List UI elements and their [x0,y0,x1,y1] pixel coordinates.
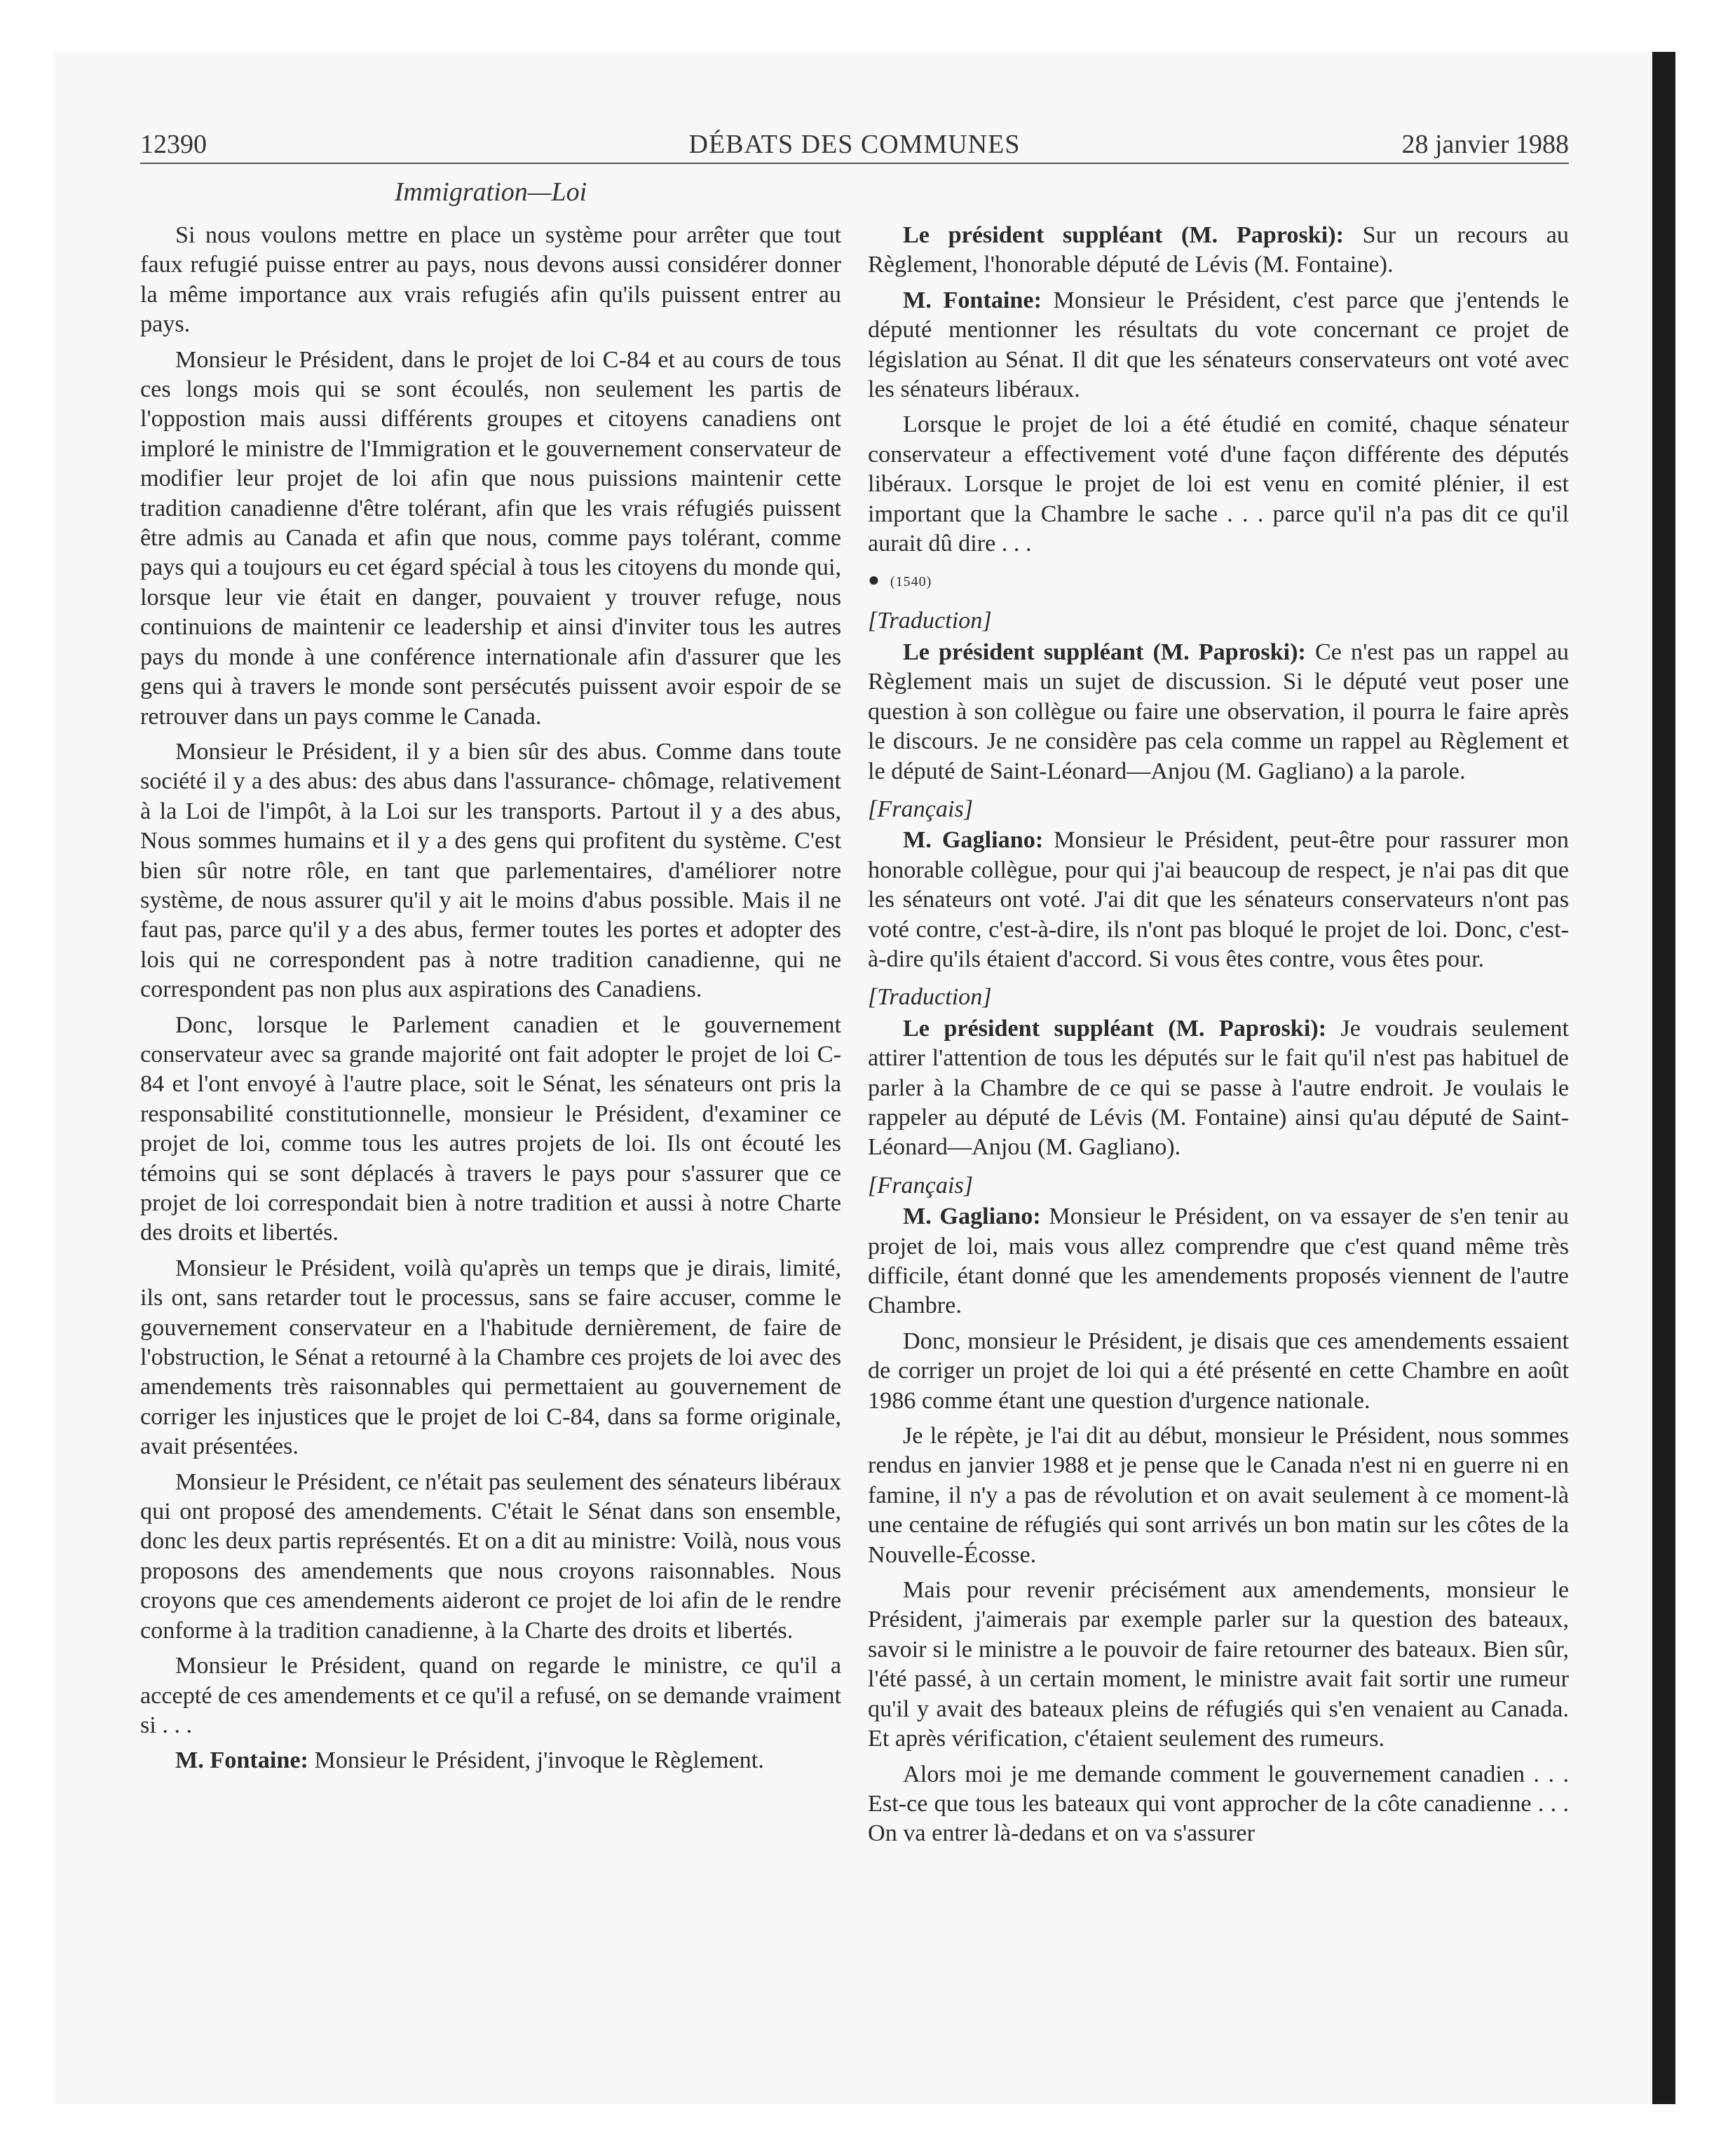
paragraph: Je le répète, je l'ai dit au début, monsieur le Président, nous sommes rendus en janvier 1988 et je pense que le Canada n'est ni en guerre ni en famine, il n'y a pas de révolution et on avait seulement à ce moment-là une centaine de réfugiés qui sont arrivés un bon matin sur les côtes de la Nouvelle-Écosse. [868,1423,1569,1568]
speech-text: Ce n'est pas un rappel au Règlement mais un sujet de discussion. Si le député veut poser une question à son collègue ou faire une observation, il pourra le faire après le discours. Je ne considère pas cela comme un rappel au Règlement et le député de Saint-Léonard—Anjou (M. Gagliano) a la parole. [868,639,1569,784]
speaker-name: M. Fontaine: [903,287,1042,313]
language-marker: [Français] [868,1172,974,1199]
speech-paragraph [868,286,1569,405]
language-marker: [Traduction] [868,608,992,634]
paragraph: Monsieur le Président, voilà qu'après un temps que je dirais, limité, ils ont, sans retarder tout le processus, sans se faire accuser, comme le gouvernement conservateur en a l'habitude dernièrement, de faire de l'obstruction, le Sénat a retourné à la Chambre ces projets de loi avec des amendements très raisonnables qui permettaient au gouvernement de corriger les injustices que le projet de loi C-84, dans sa forme originale, avait présentées. [140,1255,841,1460]
paragraph: Donc, monsieur le Président, je disais que ces amendements essaient de corriger un projet de loi qui a été présenté en cette Chambre en août 1986 comme étant une question d'urgence nationale. [868,1328,1569,1414]
speaker-name: M. Gagliano: [903,827,1044,854]
speaker-name: Le président suppléant (M. Paproski): [903,1015,1327,1042]
paragraph: Si nous voulons mettre en place un système pour arrêter que tout faux refugié puisse entrer au pays, nous devons aussi considérer donner la même importance aux vrais refugiés afin qu'ils puissent entrer au pays. [140,222,841,338]
speaker-name: Le président suppléant (M. Paproski): [903,639,1306,665]
speech-paragraph [868,638,1569,786]
speech-text: Monsieur le Président, j'invoque le Règlement. [308,1747,764,1774]
page-header [140,128,1569,161]
speech-paragraph [868,1014,1569,1163]
time-marker [868,571,1569,591]
speech-paragraph [868,221,1569,280]
left-column [140,221,841,1782]
page-number: 12390 [140,130,207,159]
paragraph: Lorsque le projet de loi a été étudié en comité, chaque sénateur conservateur a effectivement voté d'une façon différente des députés libéraux. Lorsque le projet de loi est venu en comité plénier, il est important que la Chambre le sache . . . parce qu'il n'a pas dit ce qu'il aurait dû dire . . . [868,411,1569,557]
speech-text: Je voudrais seulement attirer l'attention de tous les députés sur le fait qu'il n'est pas habituel de parler à la Chambre de ce qui se passe à l'autre endroit. Je voulais le rappeler au député de Lévis (M. Fontaine) ainsi qu'au député de Saint-Léonard—Anjou (M. Gagliano). [868,1015,1569,1161]
speaker-name: Le président suppléant (M. Paproski): [903,222,1345,248]
speech-text: Monsieur le Président, c'est parce que j'entends le député mentionner les résultats du vote concernant ce projet de législation au Sénat. Il dit que les sénateurs conservateurs ont voté avec les sénateurs libéraux. [868,287,1570,403]
paragraph: Monsieur le Président, il y a bien sûr des abus. Comme dans toute société il y a des abus: des abus dans l'assurance- chômage, relativement à la Loi de l'impôt, à la Loi sur les transports. Partout il y a des abus, Nous sommes humains et il y a des gens qui profitent du système. C'est bien sûr notre rôle, en tant que parlementaires, d'améliorer notre système, de nous assurer qu'il y ait le moins d'abus possible. Mais il ne faut pas, parce qu'il y a des abus, fermer toutes les portes et adopter des lois qui ne correspondent pas à notre tradition canadienne, qui ne correspondent pas non plus aux aspirations des Canadiens. [140,738,841,1003]
speaker-name: M. Gagliano: [903,1203,1041,1230]
paragraph: Donc, lorsque le Parlement canadien et le gouvernement conservateur avec sa grande majorité ont fait adopter le projet de loi C-84 et l'ont envoyé à l'autre place, soit le Sénat, les sénateurs ont pris la responsabilité constitutionnelle, monsieur le Président, d'examiner ce projet de loi, comme tous les autres projets de loi. Ils ont écouté les témoins qui se sont déplacés à travers le pays pour s'assurer que ce projet de loi correspondait bien à notre tradition et aussi à notre Charte des droits et libertés. [140,1011,841,1246]
publication-title: DÉBATS DES COMMUNES [688,130,1021,159]
bullet-icon: ● [868,569,880,592]
right-column [868,221,1569,1855]
paragraph: Monsieur le Président, dans le projet de loi C-84 et au cours de tous ces longs mois qui se sont écoulés, non seulement les partis de l'oppostion mais aussi différents groupes et citoyens canadiens ont imploré le ministre de l'Immigration et le gouvernement conservateur de modifier leur projet de loi afin que nous puissions maintenir cette tradition canadienne d'être tolérant, afin que les vrais réfugiés puissent être admis au Canada et afin que nous, comme pays tolérant, comme pays qui a toujours eu cet égard spécial à tous les citoyens du monde qui, lorsque leur vie était en danger, pouvaient y trouver refuge, nous continuions de maintenir ce leadership et ainsi d'inviter tous les autres pays du monde à une conférence internationale afin d'assurer que les gens qui à travers le monde sont persécutés puissent avoir espoir de se retrouver dans un pays comme le Canada. [140,346,841,730]
paragraph: Monsieur le Président, quand on regarde le ministre, ce qu'il a accepté de ces amendements et ce qu'il a refusé, on se demande vraiment si . . . [140,1653,841,1738]
header-date: 28 janvier 1988 [1401,130,1569,159]
speaker-name: M. Fontaine: [175,1747,308,1774]
section-title: Immigration—Loi [394,177,587,207]
speech-text: Sur un recours au Règlement, l'honorable député de Lévis (M. Fontaine). [868,222,1569,278]
speech-paragraph [868,1202,1569,1321]
speech-text: Monsieur le Président, on va essayer de s'en tenir au projet de loi, mais vous allez comprendre que c'est quand même très difficile, étant donné que les amendements proposés viennent de l'autre Chambre. [868,1203,1569,1319]
language-marker: [Traduction] [868,984,992,1011]
language-marker: [Français] [868,796,974,822]
scan-edge-shadow [1652,52,1675,2104]
paragraph: Mais pour revenir précisément aux amendements, monsieur le Président, j'aimerais par exemple parler sur la question des bateaux, savoir si le ministre a le pouvoir de faire retourner des bateaux. Bien sûr, l'été passé, à un certain moment, le ministre avait fait sortir une rumeur qu'il y avait des bateaux pleins de réfugiés qui s'en venaient au Canada. Et après vérification, c'étaient seulement des rumeurs. [868,1577,1569,1752]
time-label: (1540) [890,574,932,590]
paragraph: Monsieur le Président, ce n'était pas seulement des sénateurs libéraux qui ont proposé des amendements. C'était le Sénat dans son ensemble, donc les deux partis représentés. Et on a dit au ministre: Voilà, nous vous proposons des amendements que nous croyons raisonnables. Nous croyons que ces amendements aideront ce projet de loi afin de le rendre conforme à la tradition canadienne, à la Charte des droits et libertés. [140,1468,841,1644]
paragraph: Alors moi je me demande comment le gouvernement canadien . . . Est-ce que tous les bateaux qui vont approcher de la côte canadienne . . . On va entrer là-dedans et on va s'assurer [868,1761,1569,1847]
speech-text: Monsieur le Président, peut-être pour rassurer mon honorable collègue, pour qui j'ai beaucoup de respect, je n'ai pas dit que les sénateurs ont voté. J'ai dit que les sénateurs conservateurs n'ont pas voté contre, c'est-à-dire, ils n'ont pas bloqué le projet de loi. Donc, c'est-à-dire qu'ils étaient d'accord. Si vous êtes contre, vous êtes pour. [868,827,1569,972]
header-rule [140,163,1569,164]
speech-paragraph [140,1746,841,1775]
speech-paragraph [868,826,1569,974]
